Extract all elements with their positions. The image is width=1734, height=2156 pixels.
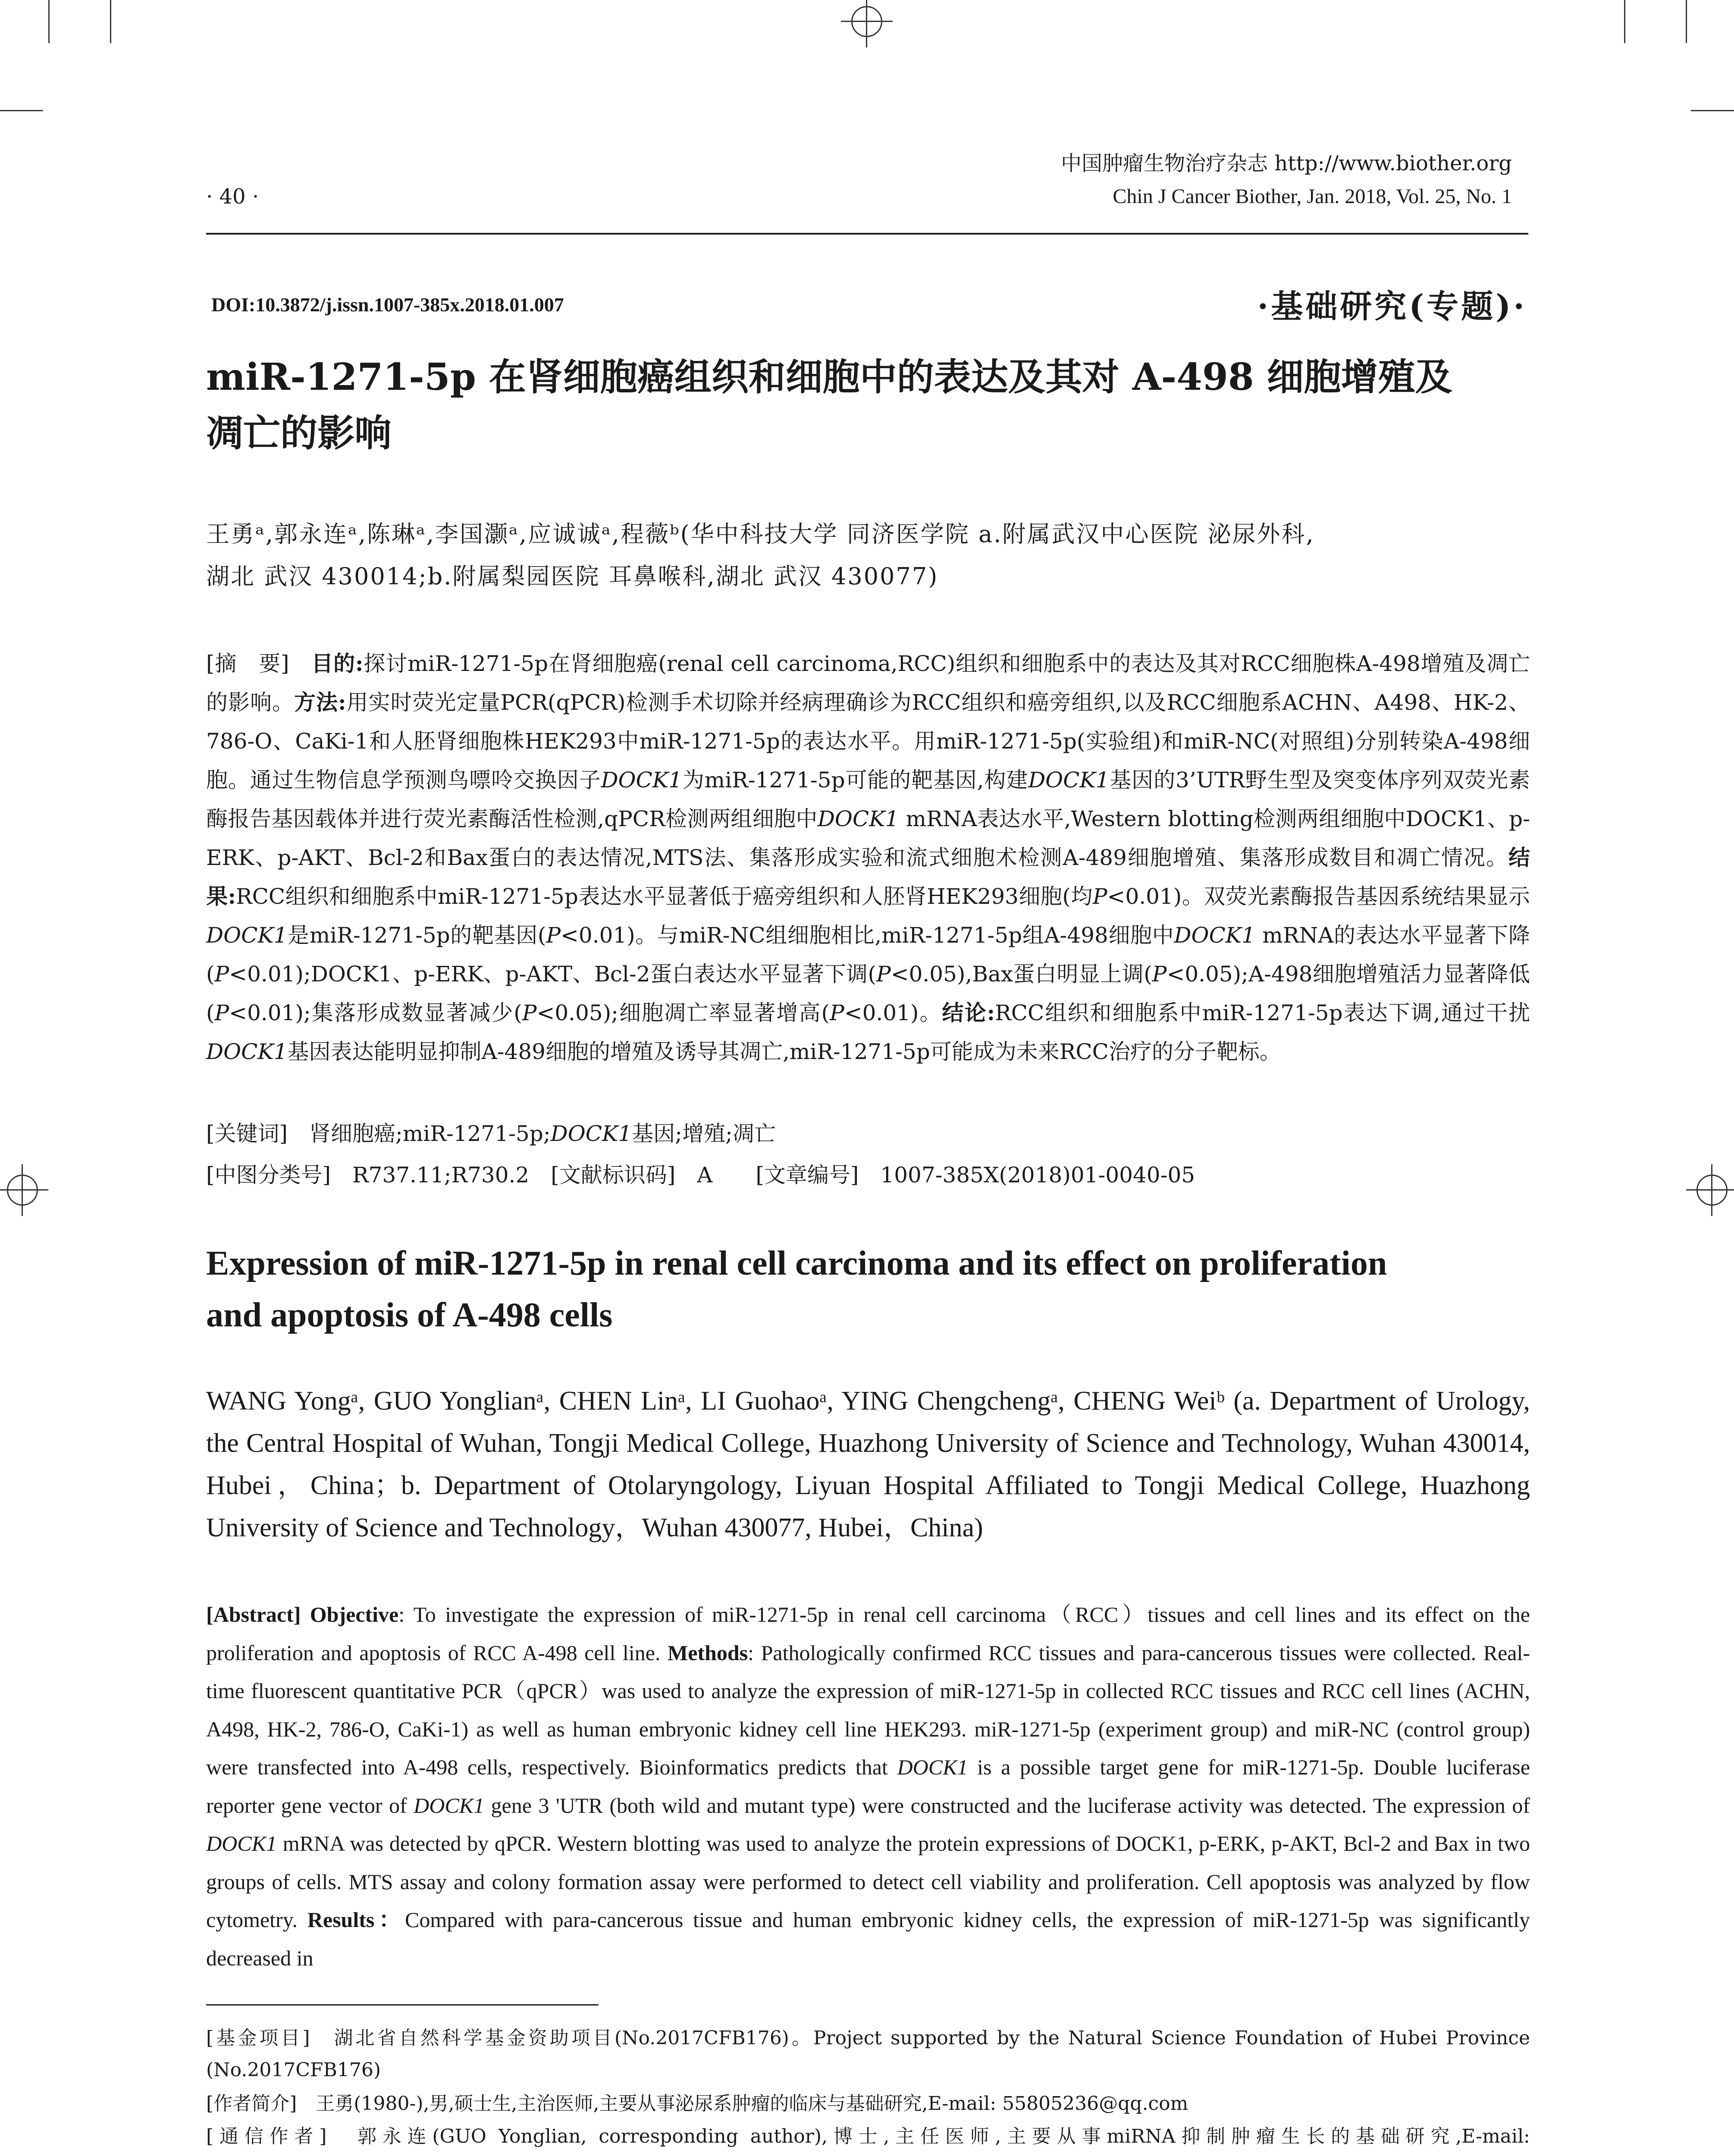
results-text: <0.01)。 — [844, 1000, 942, 1025]
article-no-label: [文章编号] — [756, 1163, 859, 1188]
en-results-text: Compared with para-cancerous tissue and human embryonic kidney cells, the expression of miR-1271-5p was significantly decreased in — [206, 1908, 1530, 1970]
methods-label: 方法: — [294, 689, 346, 715]
footnote-author — [206, 2088, 1530, 2120]
methods-text: 基因的3’UTR野生型及突变体序列双荧光素酶报告基因载体并进行荧光素酶活性检测,qPCR检测两组细胞中 — [206, 768, 1530, 831]
column-tag: ·基础研究(专题)· — [1257, 288, 1527, 325]
crop-mark — [1691, 110, 1734, 111]
results-text: <0.01)。与miR-NC组细胞相比,miR-1271-5p组A-498细胞中 — [561, 923, 1174, 948]
en-title — [206, 1238, 1534, 1341]
page-number: · 40 · — [206, 185, 259, 209]
results-text: RCC组织和细胞系中miR-1271-5p表达水平显著低于癌旁组织和人胚肾HEK293细胞(均 — [235, 884, 1093, 909]
p-symbol: P — [214, 1000, 229, 1025]
results-text: <0.05),Bax蛋白明显上调( — [891, 962, 1152, 987]
gene-name: DOCK1 — [601, 768, 682, 793]
cn-title — [206, 349, 1534, 461]
results-label: 结果: — [206, 845, 1530, 909]
p-symbol: P — [1092, 884, 1107, 909]
classification-label: [中图分类号] — [206, 1163, 331, 1188]
p-symbol: P — [214, 962, 229, 987]
footnote-rule — [206, 2004, 599, 2006]
doi: DOI:10.3872/j.issn.1007-385x.2018.01.007 — [211, 294, 564, 316]
author-bio-text: 王勇(1980-),男,硕士生,主治医师,主要从事泌尿系肿瘤的临床与基础研究,E-mail: 55805236@qq.com — [316, 2093, 1188, 2115]
abstract-label: [摘 要] — [206, 651, 289, 676]
en-methods-label: Methods — [668, 1640, 748, 1665]
gene-name: DOCK1 — [1028, 768, 1110, 793]
cn-title-line-2: 凋亡的影响 — [206, 411, 392, 455]
objective-label: 目的: — [311, 651, 364, 676]
cn-authors — [206, 513, 1534, 598]
conclusion-text: 基因表达能明显抑制A-489细胞的增殖及诱导其凋亡,miR-1271-5p可能成为未来RCC治疗的分子靶标。 — [287, 1039, 1281, 1064]
p-symbol: P — [876, 962, 891, 987]
en-abstract — [206, 1595, 1530, 1977]
methods-text: 为miR-1271-5p可能的靶基因,构建 — [682, 768, 1028, 793]
methods-text: mRNA表达水平,Western blotting检测两组细胞中DOCK1、p-ERK、p-AKT、Bcl-2和Bax蛋白的表达情况,MTS法、集落形成实验和流式细胞术检测A-489细胞增殖、集落形成数目和凋亡情况。 — [206, 806, 1530, 870]
results-text: <0.01);DOCK1、p-ERK、p-AKT、Bcl-2蛋白表达水平显著下调( — [229, 962, 877, 987]
conclusion-label: 结论: — [942, 1000, 995, 1025]
keywords-label: [关键词] — [206, 1121, 288, 1146]
en-title-line-2: and apoptosis of A-498 cells — [206, 1296, 613, 1334]
cn-abstract — [206, 644, 1530, 1071]
doc-code-label: [文献标识码] — [551, 1163, 676, 1188]
keywords-text: 肾细胞癌;miR-1271-5p; — [309, 1121, 551, 1146]
en-results-label: Results： — [307, 1908, 405, 1932]
keywords-text: 基因;增殖;凋亡 — [632, 1121, 776, 1146]
gene-name: DOCK1 — [414, 1793, 485, 1818]
results-text: <0.05);A-498细胞增殖活力显著降低( — [206, 962, 1530, 1025]
doc-code-value: A — [697, 1163, 713, 1188]
crop-mark — [1624, 0, 1625, 43]
en-objective-text: : To investigate the expression of miR-1271-5p in renal cell carcinoma（RCC）tissues and cell lines and its effect on the proliferation and apoptosis of RCC A-498 cell line. — [206, 1602, 1530, 1665]
en-methods-text: gene 3 'UTR (both wild and mutant type) were constructed and the luciferase activity was detected. The expression of — [491, 1793, 1530, 1818]
results-text: <0.01);集落形成数显著减少( — [229, 1000, 522, 1025]
gene-name: DOCK1 — [206, 1039, 288, 1064]
author-bio-label: [作者简介] — [206, 2093, 297, 2115]
results-text: mRNA的表达水平显著下降( — [206, 923, 1530, 987]
crop-mark — [110, 0, 111, 43]
cn-title-line-1: miR-1271-5p 在肾细胞癌组织和细胞中的表达及其对 A-498 细胞增殖及 — [206, 355, 1452, 399]
objective-text: 探讨miR-1271-5p在肾细胞癌(renal cell carcinoma,RCC)组织和细胞系中的表达及其对RCC细胞株A-498增殖及凋亡的影响。 — [206, 651, 1530, 715]
corresponding-text: 郭永连(GUO Yonglian, corresponding author),博士,主任医师,主要从事miRNA抑制肿瘤生长的基础研究,E-mail: — [357, 2125, 1530, 2147]
gene-name: DOCK1 — [206, 1831, 277, 1855]
crop-mark — [1686, 0, 1687, 43]
p-symbol: P — [522, 1000, 537, 1025]
crop-mark — [0, 110, 43, 111]
en-methods-text: is a possible target gene for miR-1271-5p. Double luciferase reporter gene vector of — [206, 1755, 1530, 1818]
p-symbol: P — [1152, 962, 1167, 987]
registration-mark-left — [0, 1164, 48, 1216]
article-no-value: 1007-385X(2018)01-0040-05 — [880, 1163, 1195, 1188]
p-symbol: P — [546, 923, 561, 948]
classification — [206, 1156, 1530, 1194]
p-symbol: P — [830, 1000, 844, 1025]
footnote-fund — [206, 2022, 1530, 2086]
gene-name: DOCK1 — [1174, 923, 1255, 948]
en-methods-text: mRNA was detected by qPCR. Western blotting was used to analyze the protein expressions of DOCK1, p-ERK, p-AKT, Bcl-2 and Bax in two groups of cells. MTS assay and colony formation assay were performed to detect cell viability and proliferation. Cell apoptosis was analyzed by flow cytometry. — [206, 1831, 1530, 1932]
cn-authors-line-1: 王勇ᵃ,郭永连ᵃ,陈琳ᵃ,李国灏ᵃ,应诚诚ᵃ,程薇ᵇ(华中科技大学 同济医学院 a.附属武汉中心医院 泌尿外科, — [206, 520, 1315, 548]
journal-cn-url: 中国肿瘤生物治疗杂志 http://www.biother.org — [1061, 151, 1512, 175]
gene-name: DOCK1 — [817, 806, 899, 831]
en-methods-text: : Pathologically confirmed RCC tissues and para-cancerous tissues were collected. Real-time fluorescent quantitative PCR（qPCR）was used to analyze the expression of miR-1271-5p in collected RCC tissues and RCC cell lines (ACHN, A498, HK-2, 786-O, CaKi-1) as well as human embryonic kidney cell line HEK293. miR-1271-5p (experiment group) and miR-NC (control group) were transfected into A-498 cells, respectively. Bioinformatics predicts that — [206, 1640, 1530, 1779]
fund-text: 湖北省自然科学基金资助项目(No.2017CFB176)。Project supported by the Natural Science Foundation of Hubei Province (No.2017CFB176) — [206, 2027, 1530, 2081]
header-rule — [206, 233, 1528, 235]
gene-name: DOCK1 — [897, 1755, 968, 1779]
registration-mark-right — [1686, 1164, 1734, 1216]
conclusion-text: RCC组织和细胞系中miR-1271-5p表达下调,通过干扰 — [995, 1000, 1530, 1025]
footnote-corresponding — [206, 2121, 1530, 2156]
crop-mark — [48, 0, 50, 43]
results-text: <0.05);细胞凋亡率显著增高( — [536, 1000, 830, 1025]
en-abstract-label: [Abstract] Objective — [206, 1602, 399, 1626]
fund-label: [基金项目] — [206, 2027, 310, 2049]
en-authors: WANG Yongᵃ, GUO Yonglianᵃ, CHEN Linᵃ, LI Guohaoᵃ, YING Chengchengᵃ, CHENG Weiᵇ (a. Department of Urology, the Central Hospital of Wuhan, Tongji Medical College, Huazhong University of Science and Technology, Wuhan 430014, Hubei，China；b. Department of Otolaryngology, Liyuan Hospital Affiliated to Tongji Medical College, Huazhong University of Science and Technology，Wuhan 430077, Hubei，China) — [206, 1386, 1530, 1542]
classification-value: R737.11;R730.2 — [352, 1163, 530, 1188]
journal-en: Chin J Cancer Biother, Jan. 2018, Vol. 25, No. 1 — [1113, 185, 1512, 208]
registration-mark-top — [841, 0, 893, 47]
gene-name: DOCK1 — [550, 1121, 632, 1146]
gene-name: DOCK1 — [206, 923, 288, 948]
corresponding-label: [通信作者] — [206, 2125, 327, 2147]
keywords — [206, 1114, 1530, 1153]
methods-text: 用实时荧光定量PCR(qPCR)检测手术切除并经病理确诊为RCC组织和癌旁组织,以及RCC细胞系ACHN、A498、HK-2、786-O、CaKi-1和人胚肾细胞株HEK293中miR-1271-5p的表达水平。用miR-1271-5p(实验组)和miR-NC(对照组)分别转染A-498细胞。通过生物信息学预测鸟嘌呤交换因子 — [206, 690, 1530, 793]
results-text: <0.01)。双荧光素酶报告基因系统结果显示 — [1107, 884, 1530, 909]
en-title-line-1: Expression of miR-1271-5p in renal cell carcinoma and its effect on proliferation — [206, 1244, 1387, 1282]
results-text: 是miR-1271-5p的靶基因( — [287, 923, 546, 948]
cn-authors-line-2: 湖北 武汉 430014;b.附属梨园医院 耳鼻喉科,湖北 武汉 430077) — [206, 563, 939, 590]
